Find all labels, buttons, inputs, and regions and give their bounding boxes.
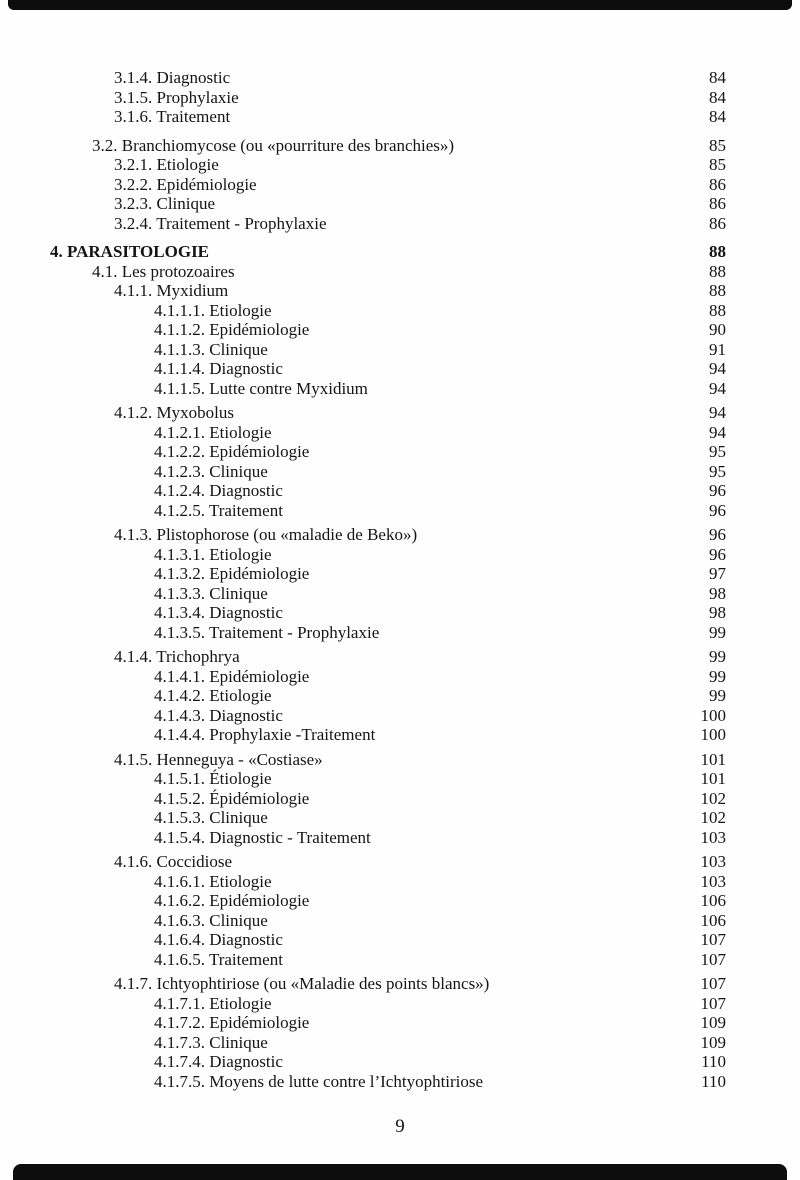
toc-entry [0, 359, 800, 379]
toc-entry [0, 911, 800, 931]
toc-entry [0, 603, 800, 623]
toc-entry-page: 94 [709, 403, 726, 422]
toc-entry [0, 136, 800, 156]
toc-entry [0, 301, 800, 321]
toc-entry-label: 4.1.2.5. Traitement [154, 500, 283, 520]
toc-entry-page: 110 [701, 1071, 726, 1091]
toc-entry [0, 686, 800, 706]
toc-entry-label: 4.1.6.5. Traitement [154, 949, 283, 969]
toc-entry [0, 481, 800, 501]
toc-entry-label: 4.1.1.4. Diagnostic [154, 359, 283, 378]
toc-entry-label: 3.2.4. Traitement - Prophylaxie [114, 213, 327, 233]
toc-entry-label: 3.2. Branchiomycose (ou «pourriture des branchies») [92, 135, 455, 155]
toc-entry-page: 88 [709, 242, 726, 261]
toc-entry-page: 102 [700, 808, 726, 827]
toc-entry [0, 1033, 800, 1053]
toc-entry [0, 852, 800, 872]
toc-entry [0, 320, 800, 340]
toc-entry-label: 4.1. Les protozoaires [92, 261, 235, 281]
toc-entry [0, 242, 800, 262]
toc-entry [0, 68, 800, 88]
toc-entry-page: 98 [709, 603, 726, 622]
toc-entry [0, 769, 800, 789]
toc-entry-page: 101 [700, 769, 726, 788]
toc-entry-page: 91 [709, 339, 726, 359]
toc-entry-label: 4.1.2.4. Diagnostic [154, 481, 283, 500]
toc-entry-label: 4.1.2.3. Clinique [154, 461, 268, 481]
toc-entry-page: 106 [700, 910, 726, 930]
toc-entry-label: 4.1.7.4. Diagnostic [154, 1052, 283, 1071]
toc-entry-label: 4.1.4.3. Diagnostic [154, 705, 283, 725]
toc-entry-page: 98 [709, 583, 726, 603]
toc-entry-page: 94 [709, 359, 726, 378]
page-number: 9 [395, 1116, 405, 1137]
toc-entry-page: 86 [709, 213, 726, 233]
toc-entry [0, 828, 800, 848]
scan-edge-bottom [13, 1164, 787, 1180]
toc-entry [0, 1013, 800, 1033]
toc-entry-page: 96 [709, 544, 726, 564]
toc-entry-page: 107 [700, 974, 726, 993]
toc-entry-label: 4.1.3.4. Diagnostic [154, 603, 283, 622]
toc-entry-page: 103 [700, 827, 726, 847]
toc-entry-page: 101 [700, 749, 726, 769]
toc-entry [0, 403, 800, 423]
toc-entry-label: 4.1.7. Ichtyophtiriose (ou «Maladie des points blancs») [114, 974, 490, 993]
toc-entry-page: 97 [709, 564, 726, 583]
toc-entry-page: 84 [709, 68, 726, 87]
toc-entry-page: 103 [700, 871, 726, 891]
toc-entry [0, 175, 800, 195]
toc-entry [0, 423, 800, 443]
toc-entry [0, 1052, 800, 1072]
toc-entry [0, 545, 800, 565]
toc-entry-label: 3.2.1. Etiologie [114, 155, 219, 174]
toc-entry-page: 96 [709, 481, 726, 500]
toc-entry-page: 99 [709, 647, 726, 666]
toc-entry-label: 3.1.5. Prophylaxie [114, 87, 239, 107]
toc-entry-label: 4.1.5.1. Étiologie [154, 769, 272, 788]
toc-entry [0, 379, 800, 399]
toc-entry-page: 99 [709, 686, 726, 705]
toc-entry-label: 4.1.1.2. Epidémiologie [154, 320, 310, 339]
toc-entry-label: 4.1.7.1. Etiologie [154, 993, 272, 1013]
toc-entry [0, 994, 800, 1014]
toc-entry [0, 667, 800, 687]
toc-entry-label: 4.1.1.5. Lutte contre Myxidium [154, 378, 368, 398]
toc-entry-label: 4.1.7.3. Clinique [154, 1032, 268, 1052]
toc-entry-label: 4.1.6. Coccidiose [114, 852, 233, 871]
toc-entry-page: 109 [700, 1013, 726, 1032]
toc-entry [0, 974, 800, 994]
toc-entry [0, 789, 800, 809]
toc-entry-label: 4.1.6.2. Epidémiologie [154, 891, 310, 910]
toc-entry-label: 4.1.4.4. Prophylaxie -Traitement [154, 725, 376, 744]
toc-entry-page: 88 [709, 281, 726, 300]
toc-entry-page: 99 [709, 622, 726, 642]
toc-entry [0, 107, 800, 127]
toc-entry [0, 501, 800, 521]
toc-entry-label: 4.1.7.2. Epidémiologie [154, 1013, 310, 1032]
toc-entry-label: 3.2.2. Epidémiologie [114, 174, 257, 194]
toc-entry-page: 85 [709, 135, 726, 155]
toc-entry-label: 4.1.2. Myxobolus [114, 403, 234, 422]
toc-entry-label: 4.1.5.4. Diagnostic - Traitement [154, 827, 371, 847]
toc-entry-label: 4.1.6.4. Diagnostic [154, 930, 283, 949]
toc-entry [0, 525, 800, 545]
toc-entry-page: 88 [709, 300, 726, 320]
toc-entry-page: 107 [700, 930, 726, 949]
toc-entry [0, 155, 800, 175]
toc-entry-label: 4.1.2.1. Etiologie [154, 422, 272, 442]
scan-edge-top [8, 0, 792, 10]
toc-entry-page: 94 [709, 422, 726, 442]
toc-entry-page: 88 [709, 261, 726, 281]
toc-entry-label: 4.1.5. Henneguya - «Costiase» [114, 749, 323, 769]
toc-entry-label: 4.1.1.3. Clinique [154, 339, 268, 359]
toc-entry-page: 103 [700, 852, 726, 871]
toc-entry [0, 88, 800, 108]
toc-entry [0, 623, 800, 643]
toc-entry [0, 750, 800, 770]
toc-entry-label: 4.1.3.1. Etiologie [154, 544, 272, 564]
toc-entry-page: 94 [709, 378, 726, 398]
toc-entry-label: 3.2.3. Clinique [114, 194, 216, 213]
toc-entry [0, 725, 800, 745]
toc-entry-page: 100 [700, 705, 726, 725]
toc-entry-page: 95 [709, 461, 726, 481]
toc-entry-page: 99 [709, 666, 726, 686]
toc-entry [0, 194, 800, 214]
toc-entry-label: 4.1.6.3. Clinique [154, 910, 268, 930]
toc-entry-label: 4. PARASITOLOGIE [50, 242, 210, 261]
toc-entry-label: 3.1.6. Traitement [114, 107, 231, 126]
toc-entry-page: 84 [709, 107, 726, 126]
toc-entry [0, 872, 800, 892]
toc-entry [0, 647, 800, 667]
toc-entry [0, 340, 800, 360]
toc-entry-label: 4.1.2.2. Epidémiologie [154, 442, 310, 461]
toc-entry-page: 102 [700, 788, 726, 808]
toc-entry-label: 4.1.1.1. Etiologie [154, 300, 272, 320]
toc-entry-label: 4.1.7.5. Moyens de lutte contre l’Ichtyophtiriose [154, 1071, 484, 1091]
toc-entry-page: 110 [701, 1052, 726, 1071]
toc-entry [0, 1072, 800, 1092]
toc-entry-label: 4.1.3.5. Traitement - Prophylaxie [154, 622, 380, 642]
toc-entry-label: 4.1.6.1. Etiologie [154, 871, 272, 891]
toc-entry-label: 4.1.3.3. Clinique [154, 583, 268, 603]
toc-entry-page: 85 [709, 155, 726, 174]
toc-entry-label: 4.1.3. Plistophorose (ou «maladie de Beko») [114, 525, 418, 544]
toc-entry [0, 564, 800, 584]
toc-entry [0, 462, 800, 482]
toc-entry-page: 100 [700, 725, 726, 744]
toc-entry-label: 4.1.5.2. Épidémiologie [154, 788, 310, 808]
toc-entry-page: 96 [709, 500, 726, 520]
toc-entry-page: 90 [709, 320, 726, 339]
toc-entry-page: 107 [700, 993, 726, 1013]
toc-entry-page: 84 [709, 87, 726, 107]
toc-entry [0, 584, 800, 604]
toc-entry-label: 4.1.1. Myxidium [114, 281, 229, 300]
toc-entry [0, 891, 800, 911]
toc-entry [0, 262, 800, 282]
toc-entry-page: 86 [709, 194, 726, 213]
toc-entry-page: 96 [709, 525, 726, 544]
toc-entry [0, 442, 800, 462]
toc-entry-label: 4.1.4. Trichophrya [114, 647, 240, 666]
toc-entry-page: 109 [700, 1032, 726, 1052]
toc-entry [0, 214, 800, 234]
toc-entry [0, 950, 800, 970]
toc-entry-label: 4.1.4.1. Epidémiologie [154, 666, 310, 686]
toc-entry-label: 4.1.5.3. Clinique [154, 808, 268, 827]
toc-entry-label: 4.1.3.2. Epidémiologie [154, 564, 310, 583]
toc-entry-label: 4.1.4.2. Etiologie [154, 686, 272, 705]
toc-entry-page: 95 [709, 442, 726, 461]
toc-entry [0, 930, 800, 950]
toc-entry [0, 281, 800, 301]
table-of-contents [0, 68, 800, 1091]
toc-entry [0, 706, 800, 726]
toc-entry-page: 106 [700, 891, 726, 910]
toc-entry-page: 86 [709, 174, 726, 194]
toc-entry [0, 808, 800, 828]
toc-entry-label: 3.1.4. Diagnostic [114, 68, 231, 87]
toc-entry-page: 107 [700, 949, 726, 969]
